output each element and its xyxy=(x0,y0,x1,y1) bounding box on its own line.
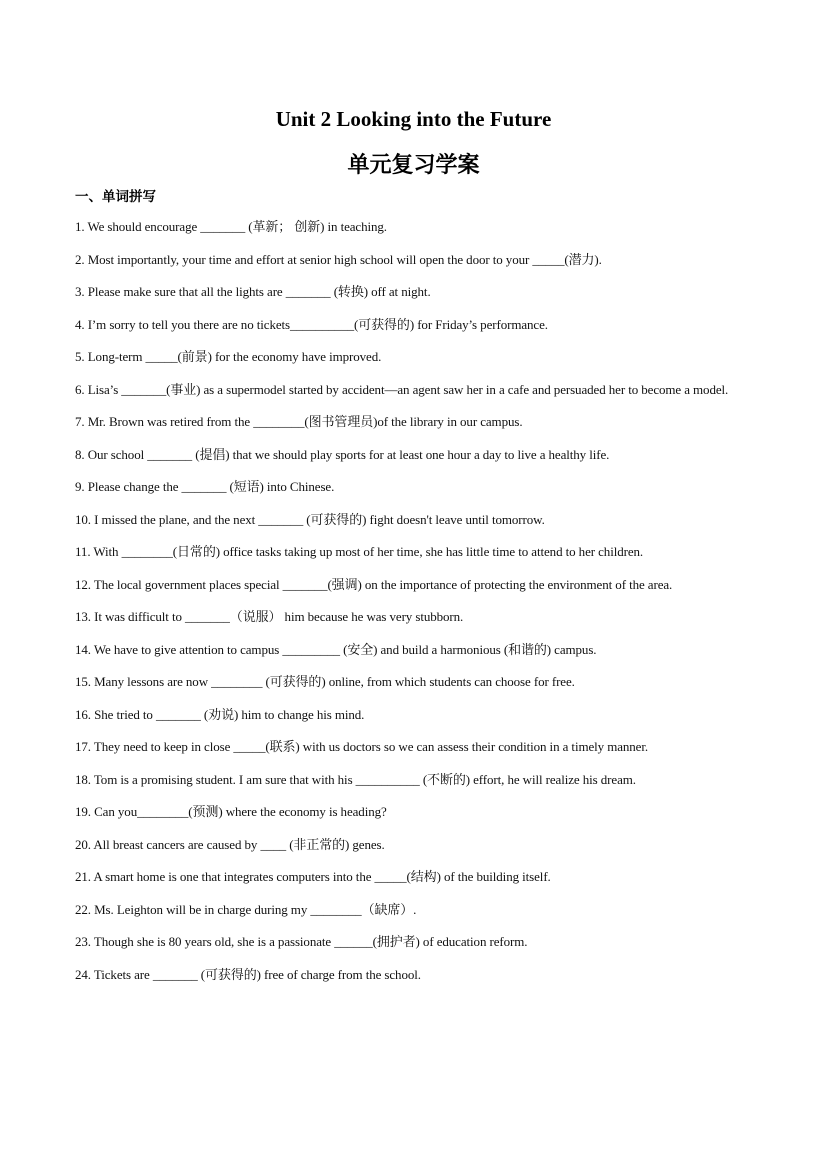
question-item: 11. With ________(日常的) office tasks taking up most of her time, she has little time to attend to her children. xyxy=(75,544,644,559)
question-item: 8. Our school _______ (提倡) that we should play sports for at least one hour a day to live a healthy life. xyxy=(75,446,610,462)
question-item: 16. She tried to _______ (劝说) him to change his mind. xyxy=(75,706,365,722)
question-item: 10. I missed the plane, and the next _______ (可获得的) fight doesn't leave until tomorrow. xyxy=(75,511,545,527)
unit-title: Unit 2 Looking into the Future xyxy=(275,107,552,131)
question-item: 9. Please change the _______ (短语) into Chinese. xyxy=(75,479,335,494)
section-heading: 一、单词拼写 xyxy=(75,189,156,205)
question-item: 15. Many lessons are now ________ (可获得的) online, from which students can choose for free. xyxy=(75,674,575,689)
question-item: 3. Please make sure that all the lights are _______ (转换) off at night. xyxy=(75,284,431,299)
question-item: 7. Mr. Brown was retired from the ________(图书管理员)of the library in our campus. xyxy=(75,414,523,429)
question-item: 24. Tickets are _______ (可获得的) free of charge from the school. xyxy=(75,966,421,982)
question-item: 22. Ms. Leighton will be in charge during my ________（缺席）. xyxy=(75,901,417,917)
question-item: 2. Most importantly, your time and effort at senior high school will open the door to your _____(潜力). xyxy=(75,251,602,267)
question-item: 17. They need to keep in close _____(联系) with us doctors so we can assess their condition in a timely manner. xyxy=(75,739,649,754)
question-item: 23. Though she is 80 years old, she is a passionate ______(拥护者) of education reform. xyxy=(75,934,528,949)
question-item: 18. Tom is a promising student. I am sure that with his __________ (不断的) effort, he will realize his dream. xyxy=(75,771,636,787)
question-item: 6. Lisa’s _______(事业) as a supermodel started by accident—an agent saw her in a cafe and persuaded her to become a model. xyxy=(75,381,729,397)
question-item: 21. A smart home is one that integrates computers into the _____(结构) of the building itself. xyxy=(75,869,551,884)
unit-subtitle: 单元复习学案 xyxy=(347,152,480,177)
question-item: 1. We should encourage _______ (革新； 创新) in teaching. xyxy=(75,219,387,234)
question-item: 5. Long-term _____(前景) for the economy have improved. xyxy=(75,349,382,364)
question-item: 19. Can you________(预测) where the economy is heading? xyxy=(75,804,387,819)
question-item: 13. It was difficult to _______（说服） him because he was very stubborn. xyxy=(75,609,464,624)
question-list xyxy=(75,211,735,991)
question-item: 20. All breast cancers are caused by ____ (非正常的) genes. xyxy=(75,836,385,852)
question-item: 12. The local government places special _______(强调) on the importance of protecting the environment of the area. xyxy=(75,576,673,592)
question-item: 4. I’m sorry to tell you there are no tickets__________(可获得的) for Friday’s performance. xyxy=(75,316,548,332)
question-item: 14. We have to give attention to campus _________ (安全) and build a harmonious (和谐的) campus. xyxy=(75,641,597,657)
